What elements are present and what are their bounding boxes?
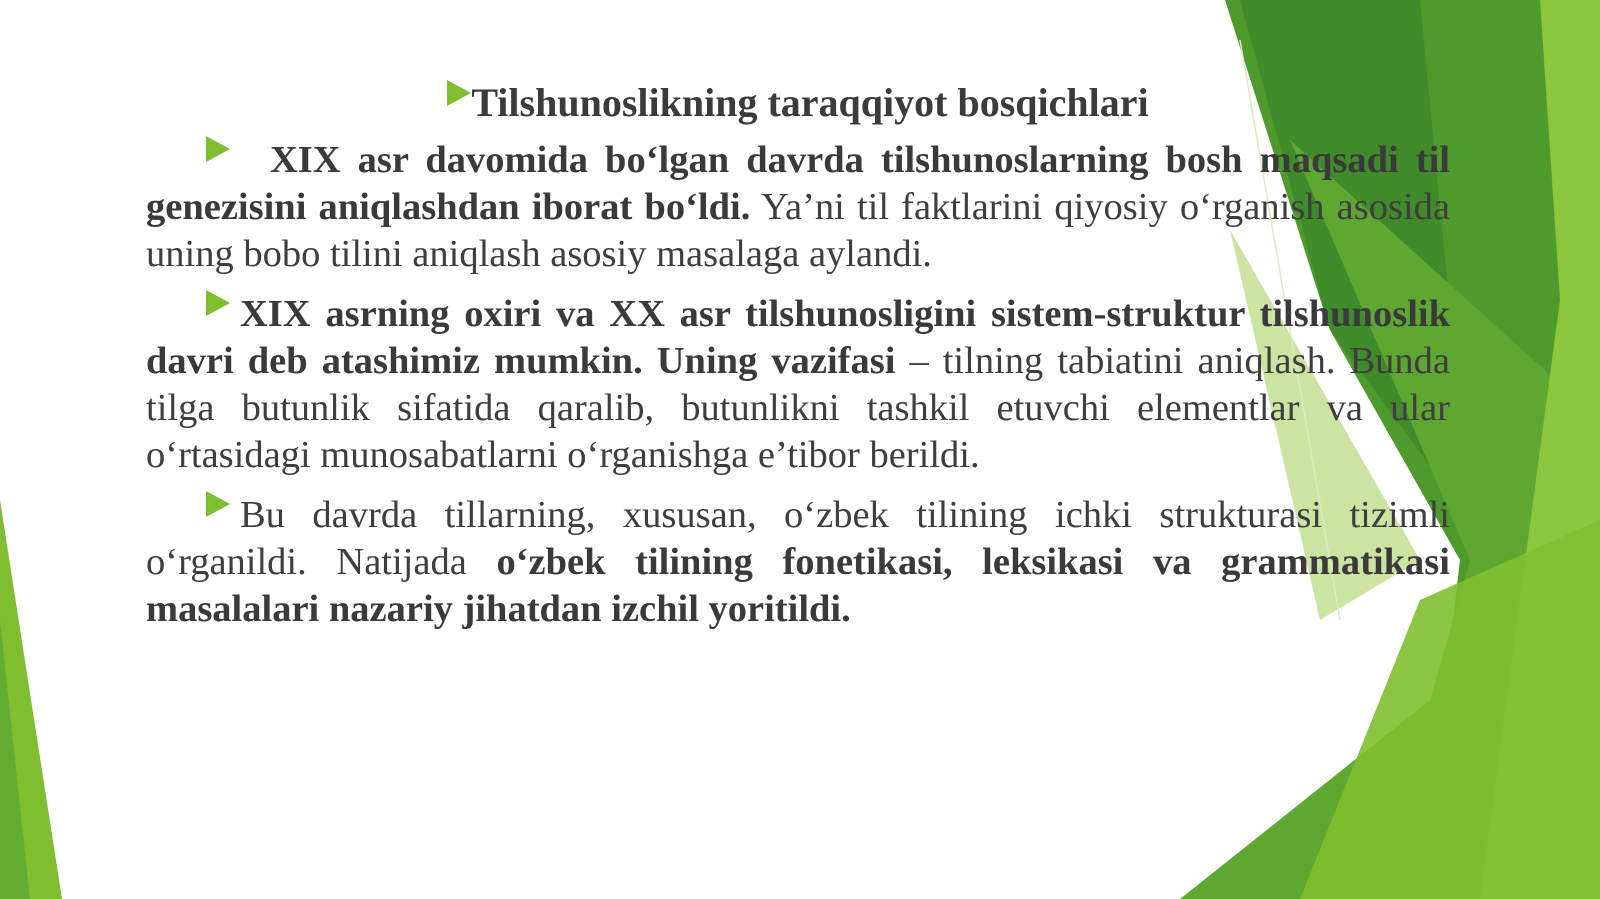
green-triangle-bullet-icon bbox=[447, 80, 471, 106]
paragraph-1 bbox=[146, 136, 1450, 278]
paragraph-1-normal: Ya’ni til faktlarini qiyosiy o‘rganish asosida uning bobo tilini aniqlash asosiy masalaga aylandi. bbox=[146, 186, 1451, 275]
paragraph-2 bbox=[146, 290, 1450, 479]
green-triangle-bullet-icon bbox=[206, 491, 230, 517]
slide-title bbox=[146, 78, 1450, 128]
paragraph-2-bold: XIX asrning oxiri va XX asr tilshunosligini sistem-struktur tilshunoslik davri deb atashimiz mumkin. Uning vazifasi bbox=[146, 293, 1450, 382]
paragraph-3 bbox=[146, 491, 1450, 633]
slide-content bbox=[146, 78, 1450, 645]
paragraph-3-normal: Bu davrda tillarning, xususan, o‘zbek tilining ichki strukturasi tizimli o‘rganildi. Natijada bbox=[146, 494, 1450, 583]
paragraph-3-bold: o‘zbek tilining fonetikasi, leksikasi va grammatikasi masalalari nazariy jihatdan izchil yoritildi. bbox=[146, 541, 1450, 630]
green-triangle-bullet-icon bbox=[206, 136, 230, 162]
paragraph-2-normal: – tilning tabiatini aniqlash. Bunda tilga butunlik sifatida qaralib, butunlikni tashkil etuvchi elementlar va ular o‘rtasidagi munosabatlarni o‘rganishga e’tibor berildi. bbox=[146, 340, 1451, 476]
green-triangle-bullet-icon bbox=[206, 290, 230, 316]
slide-title-text: Tilshunoslikning taraqqiyot bosqichlari bbox=[471, 80, 1149, 125]
paragraph-1-bold: XIX asr davomida bo‘lgan davrda tilshunoslarning bosh maqsadi til genezisini aniqlashdan iborat bo‘ldi. bbox=[146, 139, 1450, 228]
